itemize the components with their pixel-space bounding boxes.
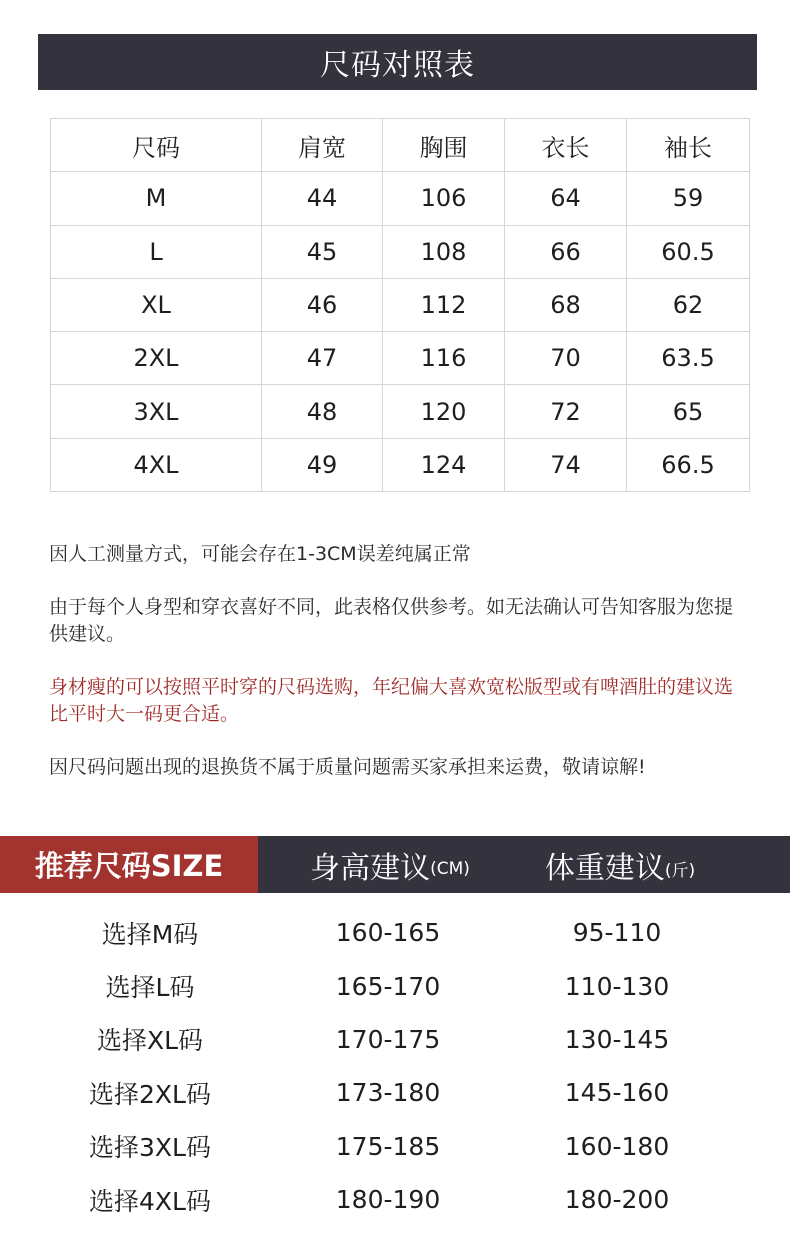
recommend-weight: 180-200 <box>564 1185 670 1215</box>
header-size: 尺码 <box>51 119 262 172</box>
header-chest: 胸围 <box>383 119 505 172</box>
cell-shoulder: 48 <box>262 385 383 438</box>
header-sleeve: 袖长 <box>627 119 750 172</box>
cell-size: 4XL <box>51 438 262 491</box>
cell-chest: 112 <box>383 278 505 331</box>
page-title: 尺码对照表 <box>38 34 757 90</box>
recommend-weight: 130-145 <box>564 1024 670 1054</box>
cell-sleeve: 66.5 <box>627 438 750 491</box>
recommend-height: 170-175 <box>335 1024 441 1054</box>
cell-size: M <box>51 172 262 225</box>
cell-shoulder: 49 <box>262 438 383 491</box>
recommend-size: 选择2XL码 <box>89 1079 211 1109</box>
weight-header <box>520 836 720 893</box>
cell-length: 70 <box>505 332 627 385</box>
recommend-height: 173-180 <box>335 1078 441 1108</box>
table-row <box>51 172 750 225</box>
table-row <box>51 225 750 278</box>
recommend-size: 选择XL码 <box>96 1026 204 1056</box>
cell-sleeve: 59 <box>627 172 750 225</box>
header-shoulder: 肩宽 <box>262 119 383 172</box>
cell-chest: 120 <box>383 385 505 438</box>
recommend-height: 180-190 <box>335 1185 441 1215</box>
height-header <box>290 836 490 893</box>
recommend-size: 选择4XL码 <box>89 1186 211 1216</box>
cell-shoulder: 45 <box>262 225 383 278</box>
recommend-header <box>0 836 790 893</box>
cell-length: 68 <box>505 278 627 331</box>
height-label: 身高建议 <box>310 850 431 886</box>
recommend-row <box>0 1013 790 1066</box>
recommend-size: 选择M码 <box>101 919 199 949</box>
table-row <box>51 332 750 385</box>
weight-unit: (斤) <box>664 861 696 881</box>
recommend-row <box>0 1120 790 1173</box>
recommend-row <box>0 906 790 959</box>
cell-sleeve: 60.5 <box>627 225 750 278</box>
cell-shoulder: 46 <box>262 278 383 331</box>
recommend-height: 175-185 <box>335 1131 441 1161</box>
header-length: 衣长 <box>505 119 627 172</box>
note-measurement-error: 因人工测量方式，可能会存在1-3CM误差纯属正常 <box>49 543 471 565</box>
note-fit-advice: 身材瘦的可以按照平时穿的尺码选购，年纪偏大喜欢宽松版型或有啤酒肚的建议选比平时大一码更合适。 <box>49 676 734 725</box>
recommend-row <box>0 1173 790 1226</box>
cell-chest: 108 <box>383 225 505 278</box>
cell-length: 66 <box>505 225 627 278</box>
table-row <box>51 438 750 491</box>
recommend-list <box>0 906 790 1226</box>
recommend-size: 选择3XL码 <box>89 1133 211 1163</box>
recommend-height: 160-165 <box>335 918 441 948</box>
recommend-row <box>0 1066 790 1119</box>
cell-sleeve: 63.5 <box>627 332 750 385</box>
recommend-weight: 160-180 <box>564 1131 670 1161</box>
cell-size: 3XL <box>51 385 262 438</box>
note-return-policy: 因尺码问题出现的退换货不属于质量问题需买家承担来运费，敬请谅解! <box>49 756 646 778</box>
cell-sleeve: 62 <box>627 278 750 331</box>
table-header-row <box>51 119 750 172</box>
cell-length: 72 <box>505 385 627 438</box>
cell-shoulder: 44 <box>262 172 383 225</box>
cell-sleeve: 65 <box>627 385 750 438</box>
cell-shoulder: 47 <box>262 332 383 385</box>
recommend-title: 推荐尺码SIZE <box>0 836 258 893</box>
cell-chest: 124 <box>383 438 505 491</box>
cell-size: L <box>51 225 262 278</box>
recommend-height: 165-170 <box>335 971 441 1001</box>
table-row <box>51 385 750 438</box>
recommend-row <box>0 959 790 1012</box>
cell-size: XL <box>51 278 262 331</box>
size-chart-table <box>50 118 750 492</box>
cell-chest: 106 <box>383 172 505 225</box>
recommend-weight: 110-130 <box>564 971 670 1001</box>
note-reference-only: 由于每个人身型和穿衣喜好不同，此表格仅供参考。如无法确认可告知客服为您提供建议。 <box>49 596 734 645</box>
cell-length: 74 <box>505 438 627 491</box>
table-row <box>51 278 750 331</box>
height-unit: (CM) <box>430 858 470 879</box>
cell-size: 2XL <box>51 332 262 385</box>
recommend-weight: 95-110 <box>572 918 662 948</box>
recommend-size: 选择L码 <box>105 973 195 1003</box>
cell-chest: 116 <box>383 332 505 385</box>
cell-length: 64 <box>505 172 627 225</box>
recommend-weight: 145-160 <box>564 1078 670 1108</box>
weight-label: 体重建议 <box>544 850 665 886</box>
